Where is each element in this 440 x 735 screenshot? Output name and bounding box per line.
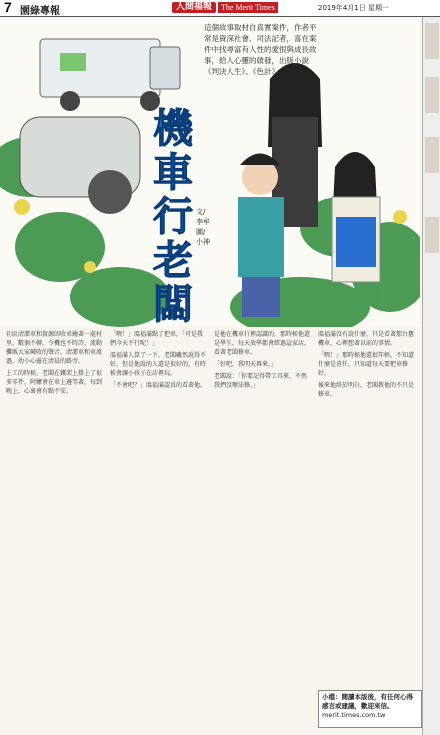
scooter-illustration bbox=[20, 117, 140, 214]
section-title: 園綠專報 bbox=[20, 6, 60, 17]
paragraph: 「喂！」溫福滿點了把車，「可是我們今天不行呢！」 bbox=[110, 331, 204, 347]
page-header bbox=[0, 0, 440, 17]
newspaper-logo-en: The Merit Times bbox=[218, 2, 278, 13]
paragraph: 是他在機車行裡認識的，那時候他還是學生，每天放學都會經過這家店，看著老闆修車。 bbox=[214, 331, 311, 356]
character-man-center bbox=[238, 154, 284, 318]
issue-date: 2019年4月1日 星期一 bbox=[318, 4, 389, 12]
newspaper-logo: 人間福報 bbox=[172, 2, 216, 13]
article-intro: 這個故事取材自真實案件，作者平常是資深社會、司法記者，喜在案件中找尋富有人性的愛恨與成長故事，給人心靈的啟發，出版小說《判決人生》、《色計》。 bbox=[204, 23, 317, 76]
article-column-1 bbox=[6, 330, 102, 399]
reader-note-email[interactable]: merit.times.com.tw bbox=[322, 711, 386, 719]
reader-note-title: 小檔：閱讀本版後，有任何心得感言或建議，歡迎來信。 bbox=[322, 693, 413, 710]
paragraph: 老闆說：「你要記得帶工具來，不然我們沒辦法修。」 bbox=[214, 373, 308, 389]
feature-illustration bbox=[0, 17, 420, 327]
reader-note-box bbox=[318, 690, 422, 728]
paragraph: 上工的時候，老闆在鐵架上掛上了很多零件，阿嬤會在車上邊等著，每到晚上，心裏會有點不安。 bbox=[6, 370, 103, 395]
article-column-2 bbox=[110, 330, 206, 393]
thumbnail-block bbox=[425, 77, 439, 113]
paragraph: 「好吧，我明天再來。」 bbox=[214, 361, 278, 368]
paragraph: 後來他終於明白，老闆教他的不只是修車。 bbox=[318, 382, 415, 398]
page-number: 7 bbox=[4, 0, 12, 15]
garbage-truck-illustration bbox=[40, 39, 180, 111]
paragraph: 社區清潔車和資源回收車繞著一處村里，數個不轉，令機也不時許，流動攤販大家喊收的聲音，清潔車和車流過，幼小心靈在清晨的路旁。 bbox=[6, 331, 103, 365]
paragraph: 溫福滿沒有說什麼，只是看著那台舊機車，心裡想著以前的事情。 bbox=[318, 331, 415, 347]
paragraph: 「不會吧？」溫福滿認真的看著他。 bbox=[110, 382, 207, 389]
adjacent-page-strip bbox=[422, 17, 440, 735]
thumbnail-block bbox=[425, 23, 439, 59]
paragraph: 溫福滿人算了一下，老闆雖然說得不好，但是他說的人還是很好的，有時候會讓小孩子在店裡玩。 bbox=[110, 352, 207, 377]
article-column-3 bbox=[214, 330, 310, 393]
character-woman-right bbox=[332, 152, 380, 282]
article-column-4 bbox=[318, 330, 418, 402]
thumbnail-block bbox=[425, 217, 439, 253]
article-body bbox=[6, 330, 420, 685]
article-credit: 文/李牟 圖/小神 bbox=[196, 208, 210, 246]
paragraph: 「喂！」那時候他還很年輕，不知道什麼是責任，只知道每天要把車修好。 bbox=[318, 352, 415, 377]
thumbnail-block bbox=[425, 137, 439, 173]
article-title: 機車行老闆 bbox=[153, 106, 193, 327]
